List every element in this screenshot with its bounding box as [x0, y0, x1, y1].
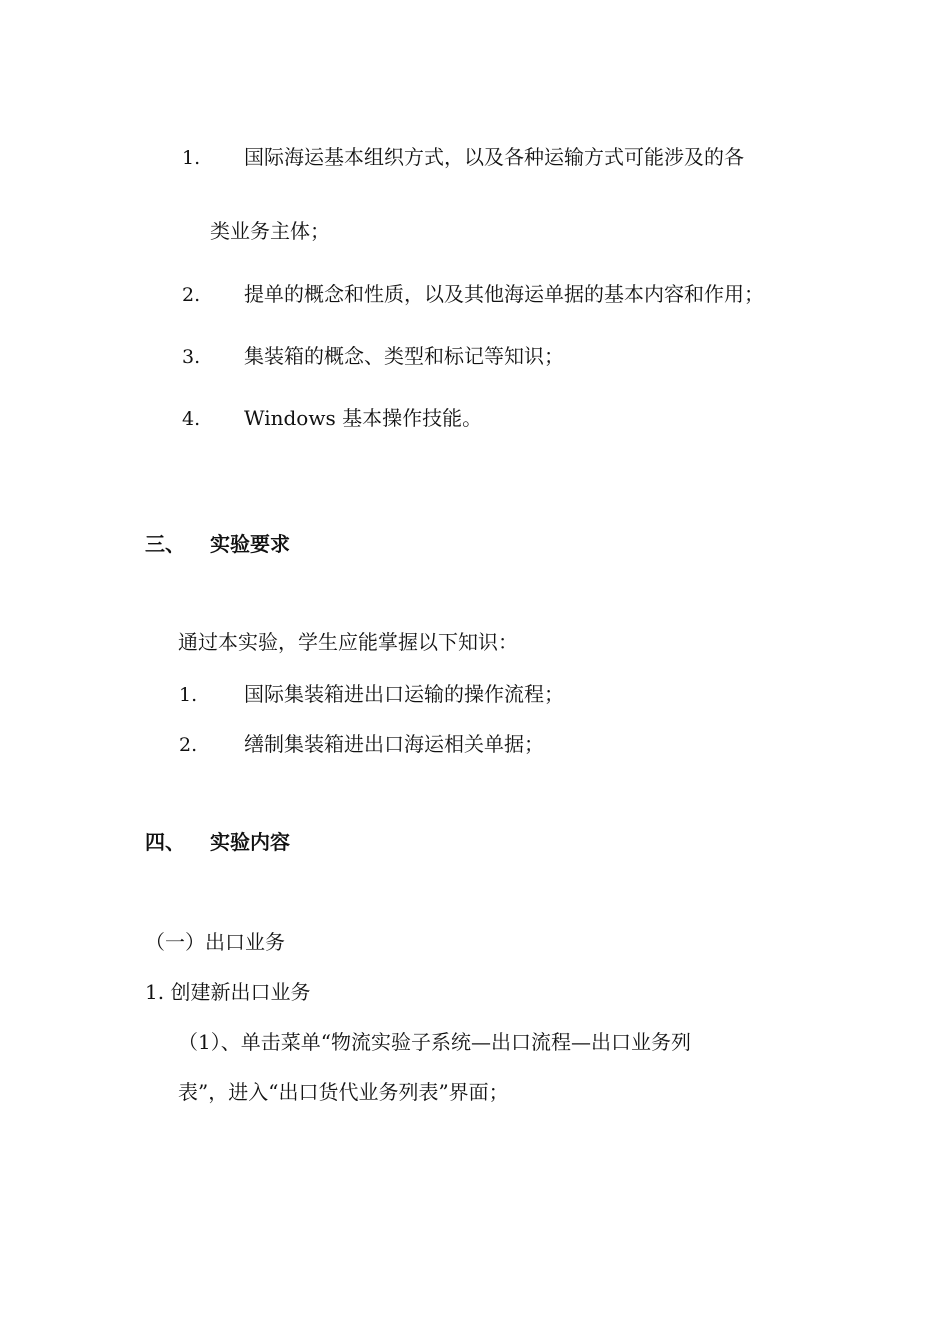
list-item-text: Windows 基本操作技能。 [244, 406, 483, 430]
section-title: 实验内容 [210, 830, 290, 854]
section-intro: 通过本实验，学生应能掌握以下知识： [178, 630, 518, 654]
list-item-continuation: 类业务主体； [210, 219, 330, 243]
list-number: 1. [182, 147, 201, 169]
list-number: 4. [182, 408, 201, 430]
list-number: 3. [182, 346, 201, 368]
subsection-title: （一）出口业务 [145, 930, 285, 954]
section-number: 四、 [145, 830, 185, 854]
list-number: 2. [182, 284, 201, 306]
list-item-text: 国际海运基本组织方式，以及各种运输方式可能涉及的各 [244, 145, 744, 169]
step-paragraph-continuation: 表”，进入“出口货代业务列表”界面； [178, 1080, 509, 1104]
section-title: 实验要求 [210, 532, 290, 556]
list-item-text: 缮制集装箱进出口海运相关单据； [244, 732, 544, 756]
list-item-text: 集装箱的概念、类型和标记等知识； [244, 344, 564, 368]
list-number: 2. [179, 734, 198, 756]
list-item-text: 国际集装箱进出口运输的操作流程； [244, 682, 564, 706]
step-title: 1. 创建新出口业务 [145, 980, 311, 1004]
list-number: 1. [179, 684, 198, 706]
list-item-text: 提单的概念和性质，以及其他海运单据的基本内容和作用； [244, 282, 764, 306]
section-number: 三、 [145, 532, 185, 556]
step-paragraph: （1）、单击菜单“物流实验子系统—出口流程—出口业务列 [178, 1030, 691, 1054]
